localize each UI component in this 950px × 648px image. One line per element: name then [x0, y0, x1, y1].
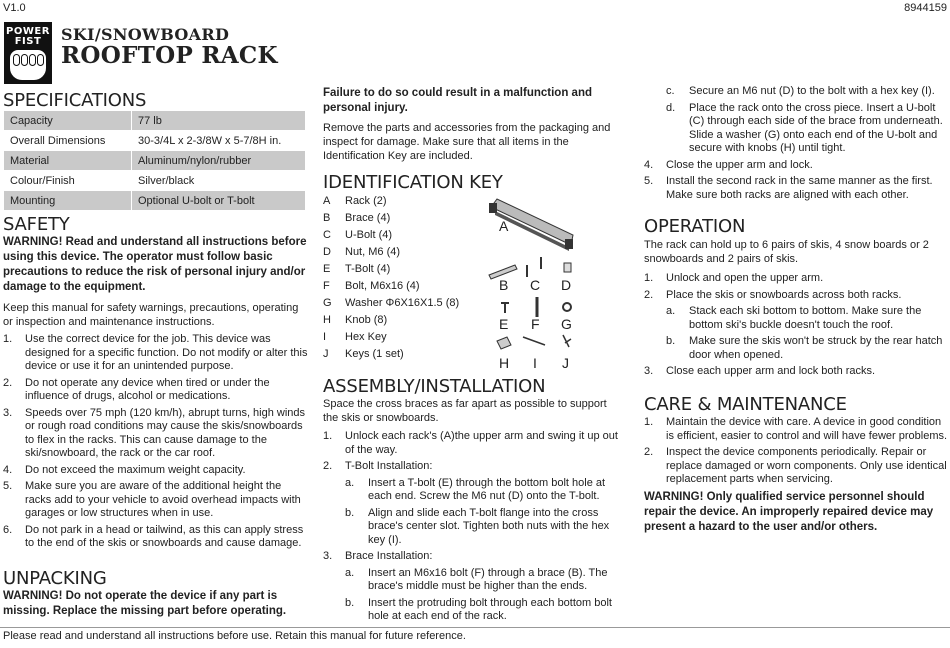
washer-icon: [563, 303, 571, 311]
assembly-continued: [644, 85, 946, 205]
list-item: G Washer Φ6X16X1.5 (8): [323, 297, 460, 309]
nut-icon: [564, 263, 571, 272]
care-heading: CARE & MAINTENANCE: [644, 394, 847, 415]
care-warning: WARNING! Only qualified service personnel should repair the device. An improperly repaired device may present a hazard to the user and/or others.: [644, 490, 934, 533]
list-item: 1. Unlock and open the upper arm.: [644, 272, 824, 284]
list-item: b. Align and slide each T-bolt flange into the cross brace's center slot. Tighten both nuts with the hex key (I).: [345, 506, 610, 546]
list-item: 5. Make sure you are aware of the additional height the racks add to your vehicle to avoid overhead impacts with garages or low structures when in use.: [3, 480, 301, 519]
part-label-j: J: [562, 355, 569, 371]
identification-list: [323, 193, 459, 363]
operation-heading: OPERATION: [644, 216, 746, 237]
list-item: b. Insert the protruding bolt through each bottom bolt hole at each end of the rack.: [345, 596, 612, 622]
assembly-intro: Space the cross braces as far apart as possible to support the skis or snowboards.: [323, 398, 607, 424]
brand-logo: [4, 22, 52, 84]
spec-label: Overall Dimensions: [4, 131, 132, 151]
safety-section: [3, 235, 308, 554]
list-item: 3. Close each upper arm and lock both racks.: [644, 365, 876, 377]
operation-intro: The rack can hold up to 6 pairs of skis, 4 snow boards or 2 snowboards and 2 pairs of skis.: [644, 239, 929, 265]
u-bolt-icon: [527, 257, 541, 277]
unpacking-warning-cont: Failure to do so could result in a malfunction and personal injury.: [323, 87, 592, 114]
footer-divider: [0, 627, 950, 628]
list-item: 2. Place the skis or snowboards across both racks.: [644, 288, 902, 301]
spec-value: Silver/black: [132, 171, 306, 191]
list-item: 4. Close the upper arm and lock.: [644, 158, 813, 171]
spec-value: 30-3/4L x 2-3/8W x 5-7/8H in.: [132, 131, 306, 151]
part-label-a: A: [499, 218, 509, 234]
spec-label: Capacity: [4, 111, 132, 131]
t-bolt-icon: [501, 303, 509, 313]
safety-warning: WARNING! Read and understand all instructions before using this device. The operator must follow basic precautions to reduce the risk of personal injury and/or damage to the equipment.: [3, 236, 307, 293]
part-label-e: E: [499, 316, 509, 332]
part-label-g: G: [561, 316, 572, 332]
version-label: V1.0: [3, 2, 26, 14]
spec-label: Mounting: [4, 191, 132, 211]
list-item: C U-Bolt (4): [323, 229, 393, 241]
table-row: [4, 191, 306, 211]
list-item: 5. Install the second rack in the same manner as the first. Make sure both racks are aligned with each other.: [644, 175, 933, 201]
list-item: D Nut, M6 (4): [323, 246, 401, 258]
hex-key-icon: [523, 337, 545, 345]
specifications-table: [3, 110, 306, 211]
list-item: a. Insert a T-bolt (E) through the bottom bolt hole at each end. Screw the M6 nut (D) onto the T-bolt.: [345, 476, 606, 502]
identification-heading: IDENTIFICATION KEY: [323, 172, 503, 193]
list-item: 3. Speeds over 75 mph (120 km/h), abrupt turns, high winds or rough road conditions may cause the skis/snowboards to flex in the racks. This can cause damage to the ski/snowboard, the rack or the car roof.: [3, 406, 306, 459]
title-line1: SKI/SNOWBOARD: [61, 25, 230, 44]
table-row: [4, 171, 306, 191]
list-item: a. Insert an M6x16 bolt (F) through a brace (B). The brace's middle must be higher than the ends.: [345, 566, 608, 592]
operation-section: [644, 238, 948, 382]
list-item: 3. Brace Installation:: [323, 550, 433, 562]
spec-value: Aluminum/nylon/rubber: [132, 151, 306, 171]
spec-value: 77 lb: [132, 111, 306, 131]
unpacking-text: Remove the parts and accessories from the packaging and inspect for damage. Make sure that all items in the Identification Key are included.: [323, 122, 611, 162]
part-label-d: D: [561, 277, 572, 293]
part-label-i: I: [533, 355, 537, 371]
list-item: 4. Do not exceed the maximum weight capacity.: [3, 463, 246, 476]
list-item: 2. Inspect the device components periodically. Repair or replace damaged or worn components. Only use identical replacement parts when servicing.: [644, 446, 947, 485]
list-item: 1. Unlock each rack's (A)the upper arm and swing it up out of the way.: [323, 430, 618, 456]
list-item: 1. Maintain the device with care. A device in good condition is efficient, easier to control and will have fewer problems.: [644, 416, 948, 442]
spec-value: Optional U-bolt or T-bolt: [132, 191, 306, 211]
part-label-f: F: [531, 316, 540, 332]
list-item: I Hex Key: [323, 331, 387, 343]
assembly-section: [323, 397, 625, 627]
unpacking-heading: UNPACKING: [3, 568, 107, 589]
spec-label: Colour/Finish: [4, 171, 132, 191]
list-item: 2. Do not operate any device when tired or under the influence of drugs, alcohol or medications.: [3, 376, 270, 402]
assembly-heading: ASSEMBLY/INSTALLATION: [323, 376, 546, 397]
table-row: [4, 151, 306, 171]
list-item: B Brace (4): [323, 212, 391, 224]
safety-heading: SAFETY: [3, 214, 70, 235]
specifications-heading: SPECIFICATIONS: [3, 90, 147, 111]
list-item: d. Place the rack onto the cross piece. Insert a U-bolt (C) through each side of the brace from underneath. Slide a washer (G) onto each end of the U-bolt and secure with knobs (H) until tight.: [666, 101, 943, 154]
part-label-c: C: [530, 277, 541, 293]
spec-label: Material: [4, 151, 132, 171]
footer-text: Please read and understand all instructions before use. Retain this manual for future reference.: [3, 630, 466, 642]
list-item: 1. Use the correct device for the job. This device was designed for a specific function. Do not modify or alter this device or use it for an unintended purpose.: [3, 333, 308, 372]
page-title: ROOFTOP RACK: [61, 42, 278, 69]
list-item: F Bolt, M6x16 (4): [323, 280, 420, 292]
list-item: 2. T-Bolt Installation:: [323, 460, 433, 472]
table-row: [4, 111, 306, 131]
list-item: b. Make sure the skis won't be struck by the rear hatch door when opened.: [666, 335, 943, 361]
knob-icon: [497, 337, 511, 349]
list-item: a. Stack each ski bottom to bottom. Make sure the bottom ski's buckle doesn't touch the roof.: [666, 305, 922, 331]
product-code: 8944159: [904, 2, 947, 14]
list-item: J Keys (1 set): [323, 348, 404, 360]
list-item: 6. Do not park in a head or tailwind, as this can apply stress to the end of the skis or snowboards and cause damage.: [3, 523, 304, 549]
fist-icon: [10, 50, 46, 80]
safety-intro: Keep this manual for safety warnings, precautions, operating or inspection and maintenance instructions.: [3, 302, 299, 328]
part-label-h: H: [499, 355, 510, 371]
list-item: H Knob (8): [323, 314, 388, 326]
table-row: [4, 131, 306, 151]
list-item: E T-Bolt (4): [323, 263, 391, 275]
care-section: [644, 416, 948, 535]
keys-icon: [563, 335, 571, 347]
part-label-b: B: [499, 277, 509, 293]
logo-text: POWER FIST: [6, 26, 50, 47]
unpacking-warning: WARNING! Do not operate the device if any part is missing. Replace the missing part before operating.: [3, 590, 287, 617]
list-item: c. Secure an M6 nut (D) to the bolt with a hex key (I).: [666, 85, 935, 97]
list-item: A Rack (2): [323, 195, 387, 207]
